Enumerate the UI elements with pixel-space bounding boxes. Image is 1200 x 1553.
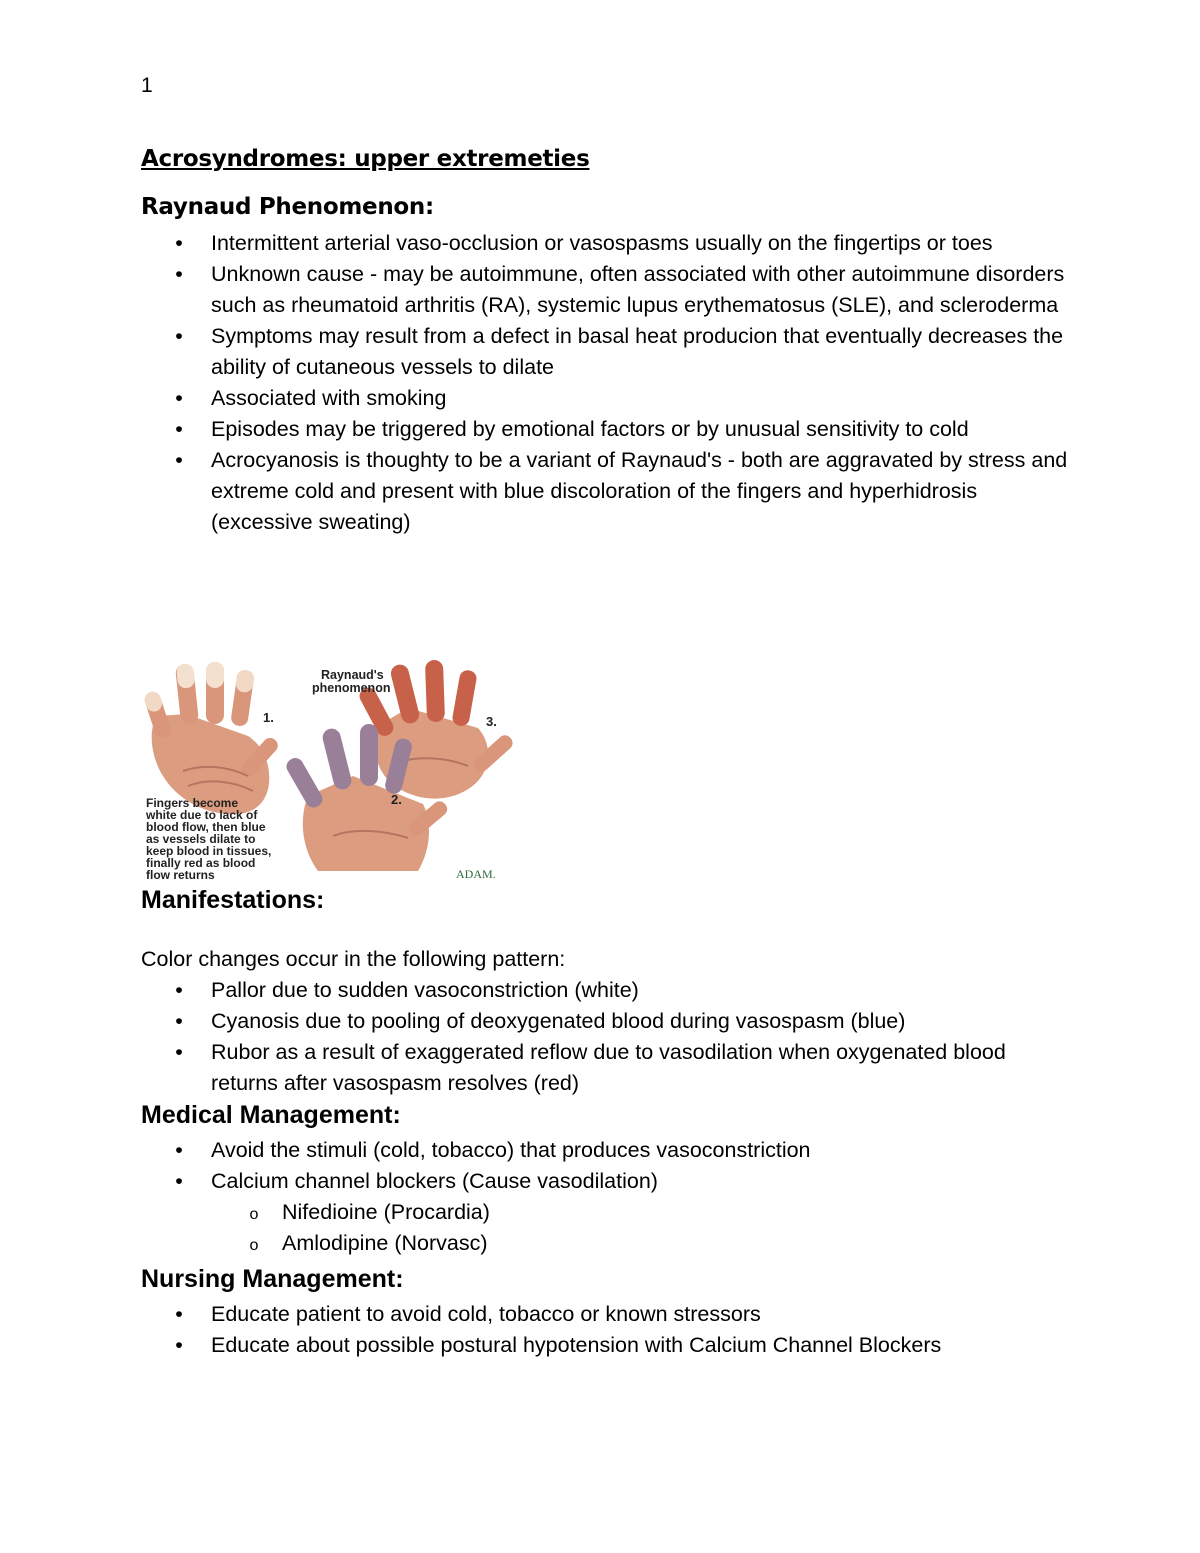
bullet-icon: • <box>175 1040 183 1064</box>
list-item: • Educate patient to avoid cold, tobacco or known stressors <box>141 1299 1071 1330</box>
manifestations-intro: Color changes occur in the following pattern: <box>141 947 566 971</box>
list-item: • Intermittent arterial vaso-occlusion or vasospasms usually on the fingertips or toes <box>141 228 1071 259</box>
list-item: • Cyanosis due to pooling of deoxygenated blood during vasospasm (blue) <box>141 1006 1071 1037</box>
caption-line: flow returns <box>146 868 215 881</box>
medical-management-heading: Medical Management: <box>141 1101 401 1129</box>
list-item: • Episodes may be triggered by emotional factors or by unusual sensitivity to cold <box>141 414 1071 445</box>
figure-label-1: 1. <box>263 710 274 725</box>
bullet-icon: • <box>175 1009 183 1033</box>
list-item: o Nifedioine (Procardia) <box>141 1197 1071 1228</box>
bullet-icon: • <box>175 386 183 410</box>
bullet-icon: • <box>175 1302 183 1326</box>
raynaud-heading: Raynaud Phenomenon: <box>141 194 434 220</box>
medical-bullet-list <box>141 1135 1071 1259</box>
caption-line: blood flow, then blue <box>146 820 266 834</box>
figure-title-line2: phenomenon <box>312 681 391 695</box>
raynaud-illustration <box>138 656 530 881</box>
list-item: • Rubor as a result of exaggerated reflow due to vasodilation when oxygenated blood returns after vasospasm resolves (red) <box>141 1037 1071 1099</box>
finger <box>389 663 421 726</box>
bullet-icon: • <box>175 1138 183 1162</box>
finger <box>451 669 477 727</box>
sub-bullet-icon: o <box>249 1237 259 1254</box>
figure-label-3: 3. <box>486 714 497 729</box>
caption-line: as vessels dilate to <box>146 832 256 846</box>
nursing-management-heading: Nursing Management: <box>141 1265 404 1293</box>
list-item: o Amlodipine (Norvasc) <box>141 1228 1071 1259</box>
caption-line: Fingers become <box>146 796 239 810</box>
bullet-icon: • <box>175 978 183 1002</box>
list-item: • Pallor due to sudden vasoconstriction (white) <box>141 975 1071 1006</box>
finger <box>284 755 326 810</box>
figure-label-2: 2. <box>391 792 402 807</box>
sub-bullet-icon: o <box>249 1206 259 1223</box>
raynaud-bullet-list <box>141 228 1071 538</box>
bullet-icon: • <box>175 417 183 441</box>
list-item: • Avoid the stimuli (cold, tobacco) that produces vasoconstriction <box>141 1135 1071 1166</box>
nursing-bullet-list <box>141 1299 1071 1361</box>
finger <box>360 724 378 786</box>
manifestations-bullet-list <box>141 975 1071 1099</box>
finger <box>321 727 353 792</box>
page-number: 1 <box>141 74 153 97</box>
bullet-icon: • <box>175 1169 183 1193</box>
figure-title-line1: Raynaud's <box>321 668 384 682</box>
fingertip <box>206 662 224 688</box>
caption-line: white due to lack of <box>146 808 258 822</box>
bullet-icon: • <box>175 262 183 286</box>
list-item: • Acrocyanosis is thoughty to be a variant of Raynaud's - both are aggravated by stress and extreme cold and present with blue discoloration of the fingers and hyperhidrosis (excessive sweating) <box>141 445 1071 538</box>
bullet-icon: • <box>175 324 183 348</box>
figure-caption <box>145 796 271 881</box>
list-item: • Associated with smoking <box>141 383 1071 414</box>
list-item: • Unknown cause - may be autoimmune, often associated with other autoimmune disorders such as rheumatoid arthritis (RA), systemic lupus erythematosus (SLE), and scleroderma <box>141 259 1071 321</box>
bullet-icon: • <box>175 1333 183 1357</box>
bullet-icon: • <box>175 448 183 472</box>
hand-white-fingers <box>143 662 281 814</box>
list-item: • Symptoms may result from a defect in basal heat producion that eventually decreases the ability of cutaneous vessels to dilate <box>141 321 1071 383</box>
figure-credit-logo: ADAM. <box>456 867 496 881</box>
list-item: • Calcium channel blockers (Cause vasodilation) <box>141 1166 1071 1197</box>
caption-line: keep blood in tissues, <box>146 844 272 858</box>
manifestations-heading: Manifestations: <box>141 886 325 914</box>
list-item: • Educate about possible postural hypotension with Calcium Channel Blockers <box>141 1330 1071 1361</box>
bullet-icon: • <box>175 231 183 255</box>
caption-line: finally red as blood <box>146 856 256 870</box>
finger <box>425 660 445 723</box>
document-title: Acrosyndromes: upper extremeties <box>141 146 590 172</box>
